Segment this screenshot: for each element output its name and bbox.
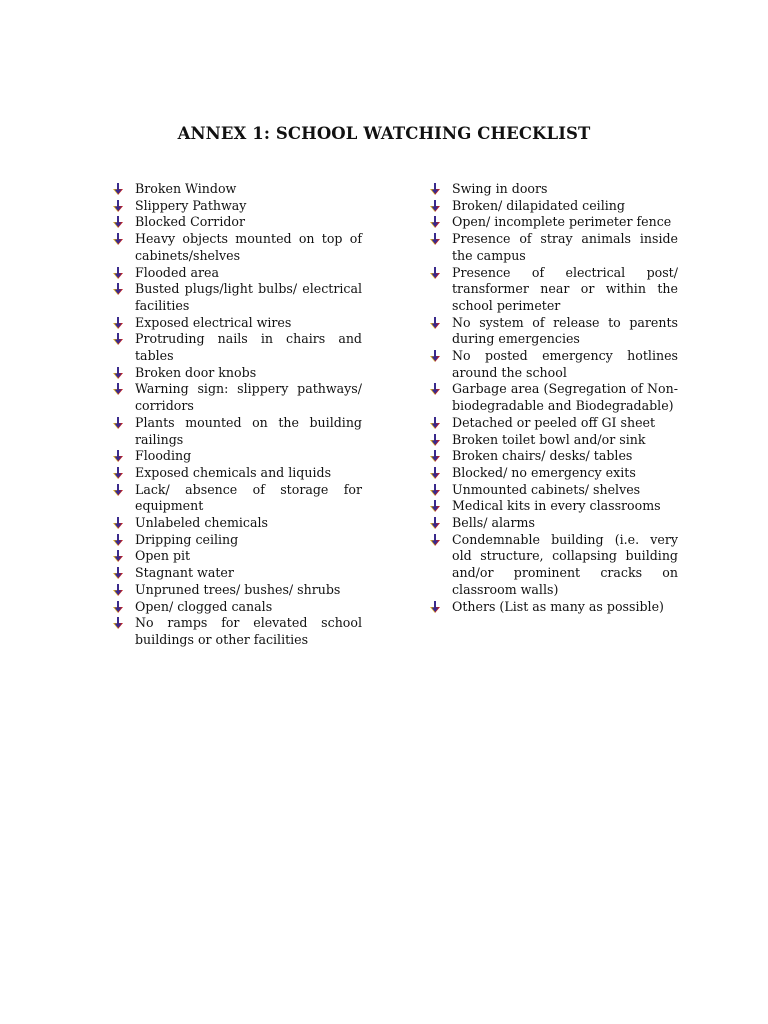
- checklist-item: [112, 181, 362, 198]
- arrow-down-bullet-icon: [429, 233, 441, 245]
- checklist-item-label: Bells/ alarms: [452, 515, 535, 531]
- checklist-item-label: Warning sign: slippery pathways/ corridors: [135, 381, 362, 414]
- checklist-item-label: Unlabeled chemicals: [135, 515, 268, 531]
- checklist-item-label: Flooded area: [135, 264, 219, 280]
- checklist-item: [429, 181, 678, 198]
- checklist-item: [429, 448, 678, 465]
- checklist-item-label: Plants mounted on the building railings: [135, 414, 362, 447]
- checklist-item: [112, 265, 362, 282]
- arrow-down-bullet-icon: [112, 317, 124, 329]
- arrow-down-bullet-icon: [112, 450, 124, 462]
- checklist-item-label: Presence of electrical post/ transformer near or within the school perimeter: [452, 264, 678, 313]
- checklist-item: [429, 415, 678, 432]
- arrow-down-bullet-icon: [112, 550, 124, 562]
- arrow-down-bullet-icon: [429, 383, 441, 395]
- checklist-item-label: Stagnant water: [135, 565, 234, 581]
- arrow-down-bullet-icon: [112, 283, 124, 295]
- arrow-down-bullet-icon: [429, 216, 441, 228]
- arrow-down-bullet-icon: [112, 584, 124, 596]
- checklist-item-label: Open/ incomplete perimeter fence: [452, 214, 672, 230]
- arrow-down-bullet-icon: [112, 233, 124, 245]
- checklist-right-column: [429, 181, 678, 615]
- checklist-item: [112, 214, 362, 231]
- checklist-item: [112, 415, 362, 448]
- arrow-down-bullet-icon: [429, 450, 441, 462]
- arrow-down-bullet-icon: [112, 601, 124, 613]
- checklist-item: [429, 214, 678, 231]
- checklist-item: [112, 565, 362, 582]
- arrow-down-bullet-icon: [429, 484, 441, 496]
- checklist-item: [112, 599, 362, 616]
- arrow-down-bullet-icon: [112, 267, 124, 279]
- checklist-item: [112, 482, 362, 515]
- checklist-item-label: Swing in doors: [452, 181, 548, 196]
- arrow-down-bullet-icon: [429, 317, 441, 329]
- checklist-item-label: Dripping ceiling: [135, 531, 239, 547]
- checklist-item: [112, 582, 362, 599]
- checklist-item: [112, 448, 362, 465]
- arrow-down-bullet-icon: [429, 467, 441, 479]
- arrow-down-bullet-icon: [112, 417, 124, 429]
- checklist-item-label: Presence of stray animals inside the campus: [452, 231, 678, 263]
- checklist-item: [429, 315, 678, 348]
- checklist-item: [112, 615, 362, 648]
- page-title: ANNEX 1: SCHOOL WATCHING CHECKLIST: [177, 124, 591, 143]
- checklist-item: [429, 498, 678, 515]
- checklist-item-label: Broken chairs/ desks/ tables: [452, 448, 633, 464]
- arrow-down-bullet-icon: [112, 333, 124, 345]
- checklist-item: [429, 198, 678, 215]
- arrow-down-bullet-icon: [112, 216, 124, 228]
- arrow-down-bullet-icon: [429, 500, 441, 512]
- arrow-down-bullet-icon: [112, 517, 124, 529]
- checklist-item-label: Exposed chemicals and liquids: [135, 464, 332, 480]
- checklist-item-label: No ramps for elevated school buildings or other facilities: [135, 615, 362, 647]
- checklist-item-label: No posted emergency hotlines around the school: [452, 348, 678, 380]
- arrow-down-bullet-icon: [429, 183, 441, 195]
- checklist-item-label: Busted plugs/light bulbs/ electrical facilities: [135, 281, 362, 313]
- checklist-item-label: Unpruned trees/ bushes/ shrubs: [135, 581, 341, 597]
- arrow-down-bullet-icon: [112, 183, 124, 195]
- checklist-left-column: [112, 181, 362, 649]
- arrow-down-bullet-icon: [429, 434, 441, 446]
- checklist-item-label: Medical kits in every classrooms: [452, 498, 661, 514]
- checklist-item-label: Flooding: [135, 448, 192, 464]
- checklist-item: [429, 231, 678, 264]
- arrow-down-bullet-icon: [429, 517, 441, 529]
- checklist-item: [112, 231, 362, 264]
- arrow-down-bullet-icon: [429, 350, 441, 362]
- checklist-item: [429, 599, 678, 616]
- checklist-item-label: Lack/ absence of storage for equipment: [135, 481, 362, 514]
- checklist-item: [112, 381, 362, 414]
- checklist-item-label: Open/ clogged canals: [135, 598, 273, 614]
- checklist-item: [112, 532, 362, 549]
- arrow-down-bullet-icon: [112, 383, 124, 395]
- checklist-item: [112, 198, 362, 215]
- arrow-down-bullet-icon: [429, 601, 441, 613]
- checklist-item: [429, 265, 678, 315]
- checklist-item-label: Exposed electrical wires: [135, 314, 292, 330]
- arrow-down-bullet-icon: [429, 200, 441, 212]
- checklist-item: [112, 548, 362, 565]
- checklist-item-label: Detached or peeled off GI sheet: [452, 414, 656, 430]
- checklist-item: [112, 281, 362, 314]
- checklist-item: [112, 465, 362, 482]
- checklist-item-label: Unmounted cabinets/ shelves: [452, 481, 641, 497]
- checklist-item: [112, 331, 362, 364]
- checklist-item-label: Open pit: [135, 548, 191, 564]
- arrow-down-bullet-icon: [112, 367, 124, 379]
- checklist-item-label: Protruding nails in chairs and tables: [135, 331, 362, 364]
- checklist-item-label: Blocked Corridor: [135, 214, 246, 230]
- checklist-item: [429, 532, 678, 599]
- arrow-down-bullet-icon: [429, 267, 441, 279]
- checklist-item: [429, 432, 678, 449]
- checklist-item: [429, 465, 678, 482]
- arrow-down-bullet-icon: [112, 567, 124, 579]
- checklist-item-label: No system of release to parents during emergencies: [452, 314, 678, 347]
- checklist-item-label: Garbage area (Segregation of Non-biodegradable and Biodegradable): [452, 381, 678, 414]
- arrow-down-bullet-icon: [429, 417, 441, 429]
- checklist-item-label: Others (List as many as possible): [452, 598, 664, 614]
- checklist-item-label: Blocked/ no emergency exits: [452, 464, 636, 480]
- checklist-item: [429, 381, 678, 414]
- checklist-item: [429, 482, 678, 499]
- arrow-down-bullet-icon: [112, 484, 124, 496]
- arrow-down-bullet-icon: [112, 617, 124, 629]
- checklist-item: [429, 348, 678, 381]
- checklist-item-label: Broken Window: [135, 181, 237, 196]
- checklist-item-label: Broken toilet bowl and/or sink: [452, 431, 646, 447]
- arrow-down-bullet-icon: [112, 534, 124, 546]
- arrow-down-bullet-icon: [112, 200, 124, 212]
- checklist-item: [112, 515, 362, 532]
- checklist-item-label: Heavy objects mounted on top of cabinets/shelves: [135, 231, 362, 263]
- arrow-down-bullet-icon: [429, 534, 441, 546]
- arrow-down-bullet-icon: [112, 467, 124, 479]
- checklist-item: [429, 515, 678, 532]
- checklist-item-label: Broken door knobs: [135, 364, 257, 380]
- checklist-item-label: Condemnable building (i.e. very old structure, collapsing building and/or prominent cracks on classroom walls): [452, 531, 678, 597]
- checklist-item-label: Broken/ dilapidated ceiling: [452, 197, 625, 213]
- checklist-item: [112, 315, 362, 332]
- checklist-item: [112, 365, 362, 382]
- checklist-item-label: Slippery Pathway: [135, 197, 247, 213]
